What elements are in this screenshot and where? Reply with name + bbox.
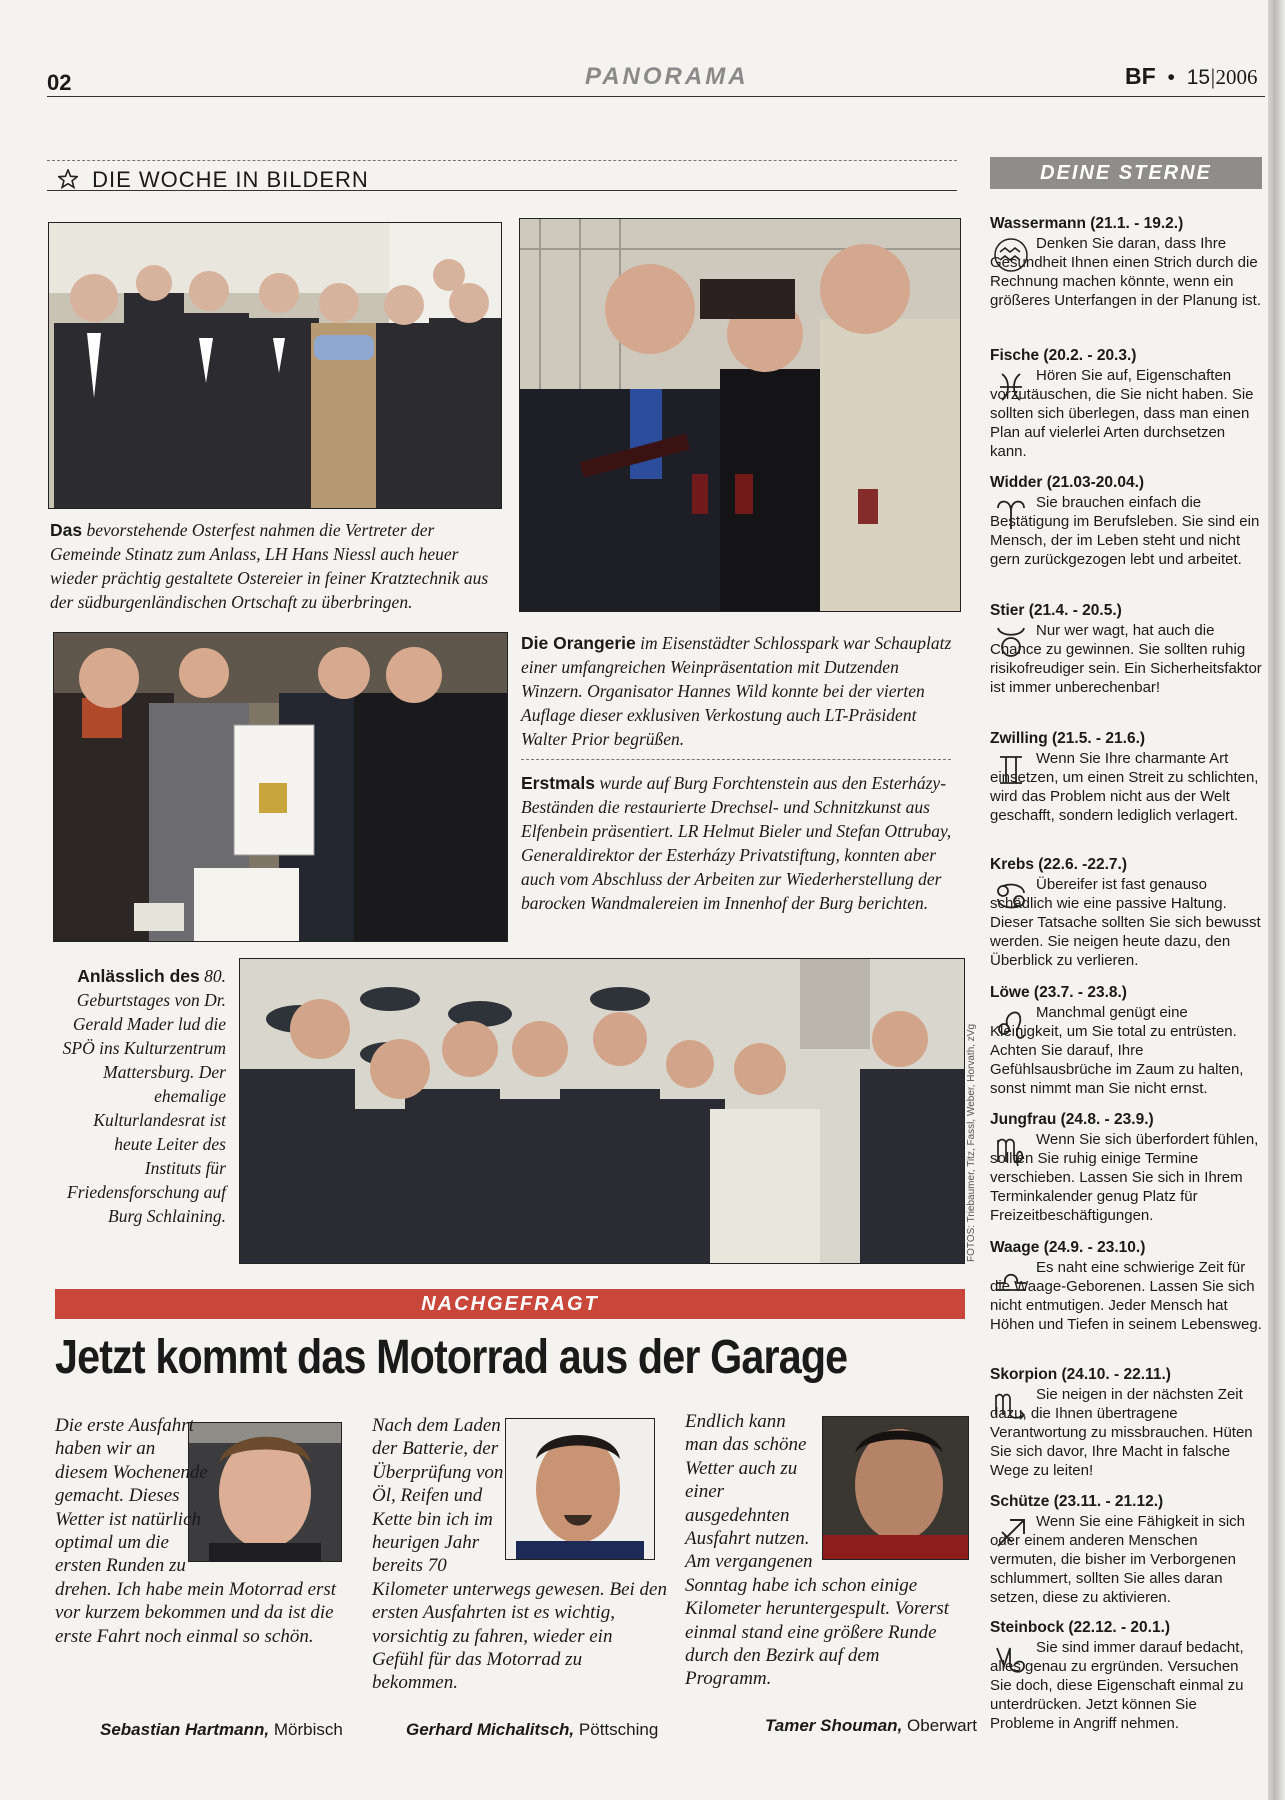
libra-icon: [992, 1260, 1030, 1298]
sign-aries: [990, 473, 1262, 569]
sign-libra: [990, 1238, 1262, 1334]
sign-text: Übereifer ist fast genauso schädlich wie eine passive Haltung. Dieser Tatsache sollten Sie sich bewusst werden. Sie neigen heute dazu, den Überblick zu verlieren.: [990, 876, 1261, 969]
sign-text: Sie brauchen einfach die Bestätigung im Berufsleben. Sie sind ein Mensch, der im Leben steht und nicht gern zurückgezogen lebt und arbeitet.: [990, 494, 1260, 568]
caption-mader-text: 80. Geburtstages von Dr. Gerald Mader lud die SPÖ ins Kulturzentrum Mattersburg. Der ehemalige Kulturlandesrat ist heute Leiter des Instituts für Friedensforschung auf Burg Schlaining.: [62, 966, 226, 1226]
photo-credit: [966, 1248, 977, 1262]
sign-name: Schütze (23.11. - 21.12.): [990, 1493, 1164, 1510]
voice-place: Oberwart: [907, 1716, 977, 1735]
sign-text: Nur wer wagt, hat auch die Chance zu gewinnen. Sie sollten ruhig risikofreudiger sein. Ein Sicherheitsfaktor ist immer unberechenbar!: [990, 622, 1262, 696]
voice-name: Gerhard Michalitsch,: [406, 1720, 575, 1739]
caption-easter-lead: Das: [50, 520, 83, 540]
issue-year: 2006: [1215, 65, 1258, 89]
capricorn-icon: [992, 1640, 1030, 1678]
sign-gemini: [990, 729, 1262, 825]
sign-name: Steinbock (22.12. - 20.1.): [990, 1619, 1171, 1636]
week-top-dash: [47, 160, 957, 161]
sign-text: Denken Sie daran, dass Ihre Gesundheit Ihnen einen Strich durch die Rechnung machen könnte, wenn ein größeres Unterfangen in der Planung ist.: [990, 235, 1261, 309]
sign-sagittarius: [990, 1492, 1262, 1607]
sign-name: Zwilling (21.5. - 21.6.): [990, 730, 1146, 747]
voice-name: Tamer Shouman,: [765, 1716, 903, 1735]
star-outline-icon: [58, 169, 78, 189]
sign-text: Wenn Sie eine Fähigkeit in sich oder einem anderen Menschen vermuten, die bisher im Verborgenen schlummert, sollten Sie alles daran setzen, diese zu aktivieren.: [990, 1513, 1246, 1606]
page-edge: [1268, 0, 1285, 1800]
aquarius-icon: [992, 236, 1030, 274]
leo-icon: [992, 1005, 1030, 1043]
sign-taurus: [990, 601, 1262, 697]
voice-text-michalitsch: [372, 1414, 667, 1695]
sign-name: Wassermann (21.1. - 19.2.): [990, 215, 1184, 232]
sagittarius-icon: [992, 1514, 1030, 1552]
voice-quote: Nach dem Laden der Batterie, der Überprüfung von Öl, Reifen und Kette bin ich im heurigen Jahr bereits 70 Kilometer unterwegs gewesen. Bei den ersten Ausfahrten ist es wichtig, vorsichtig zu fahren, wieder ein Gefühl für das Motorrad zu bekommen.: [372, 1415, 667, 1694]
sign-text: Manchmal genügt eine Kleinigkeit, um Sie total zu entrüsten. Achten Sie darauf, Ihre Gefühlsausbrüche im Zaum zu halten, sonst nimmt man Sie nicht ernst.: [990, 1004, 1244, 1097]
sign-scorpio: [990, 1365, 1262, 1480]
caption-mader-lead: Anlässlich des: [77, 966, 200, 986]
sign-name: Fische (20.2. - 20.3.): [990, 347, 1137, 364]
horoscope-title: DEINE STERNE: [990, 157, 1262, 189]
section-title: PANORAMA: [585, 63, 749, 90]
issue-number: 15: [1186, 66, 1211, 89]
sign-text: Hören Sie auf, Eigenschaften vorzutäuschen, die Sie nicht haben. Sie sollten sich überlegen, dass man einen Plan auf vielerlei Arten durchsetzen kann.: [990, 367, 1254, 460]
voice-place: Pöttsching: [578, 1720, 659, 1739]
sign-text: Wenn Sie Ihre charmante Art einsetzen, um einen Streit zu schlichten, wird das Problem nicht aus der Welt geschafft, sondern lediglich verlagert.: [990, 750, 1259, 824]
voice-text-hartmann: [55, 1414, 355, 1648]
nachgefragt-label: NACHGEFRAGT: [55, 1289, 965, 1319]
sign-text: Wenn Sie sich überfordert fühlen, sollten Sie ruhig einige Termine verschieben. Lassen Sie sich in Ihrem Terminkalender genug Platz für Freizeitbeschäftigungen.: [990, 1131, 1259, 1224]
issue-separator: •: [1167, 66, 1175, 89]
week-rule: [47, 190, 957, 191]
header-rule: [47, 96, 1265, 97]
virgo-icon: [992, 1132, 1030, 1170]
sign-name: Löwe (23.7. - 23.8.): [990, 984, 1127, 1001]
nachgefragt-headline: Jetzt kommt das Motorrad aus der Garage: [55, 1331, 848, 1384]
sign-name: Widder (21.03-20.04.): [990, 474, 1145, 491]
sign-cancer: [990, 855, 1262, 970]
sign-name: Waage (24.9. - 23.10.): [990, 1239, 1146, 1256]
sign-text: Es naht eine schwierige Zeit für die Waage-Geborenen. Lassen Sie sich nicht entmutigen. Jeder Mensch hat Höhen und Tiefen in seinem Lebensweg.: [990, 1259, 1262, 1333]
photo-wine-presentation: [519, 218, 961, 612]
caption-easter: [50, 518, 505, 614]
pisces-icon: [992, 368, 1030, 406]
caption-orangerie: [521, 631, 961, 751]
issue-info: BF • 15|2006: [1125, 63, 1258, 89]
sign-text: Sie neigen in der nächsten Zeit dazu, die Ihnen übertragene Verantwortung zu missbrauchen. Hüten Sie sich davor, Ihre Macht in falsche Wege zu leiten!: [990, 1386, 1253, 1479]
week-title: DIE WOCHE IN BILDERN: [92, 167, 369, 192]
caption-orangerie-lead: Die Orangerie: [521, 633, 636, 653]
caption-divider: [521, 759, 951, 760]
voice-quote: Endlich kann man das schöne Wetter auch zu einer ausgedehnten Ausfahrt nutzen. Am vergangenen Sonntag habe ich schon einige Kilometer heruntergespult. Vorerst einmal stand eine größere Runde durch den Bezirk auf dem Programm.: [685, 1411, 950, 1690]
issue-brand: BF: [1125, 63, 1156, 89]
cancer-icon: [992, 877, 1030, 915]
caption-orangerie-text: im Eisenstädter Schlosspark war Schauplatz einer umfangreichen Weinpräsentation mit Dutzenden Winzern. Organisator Hannes Wild konnte bei der vierten Auflage dieser exklusiven Verkostung auch LT-Präsident Walter Prior begrüßen.: [521, 633, 952, 749]
sign-text: Sie sind immer darauf bedacht, alles genau zu ergründen. Versuchen Sie doch, diese Eigenschaft einmal zu unterdrücken. Jetzt können Sie Probleme in Angriff nehmen.: [990, 1639, 1244, 1732]
caption-erstmals: [521, 771, 961, 915]
caption-easter-text: bevorstehende Osterfest nahmen die Vertreter der Gemeinde Stinatz zum Anlass, LH Hans Niessl auch heuer wieder prächtig gestaltete Ostereier in feiner Kratztechnik aus der südburgenländischen Ortschaft zu überbringen.: [50, 520, 489, 612]
sign-leo: [990, 983, 1262, 1098]
sign-name: Krebs (22.6. -22.7.): [990, 856, 1127, 873]
voice-name-michalitsch: [406, 1720, 658, 1740]
voice-name: Sebastian Hartmann,: [100, 1720, 270, 1739]
scorpio-icon: [992, 1387, 1030, 1425]
sign-pisces: [990, 346, 1262, 461]
voice-name-hartmann: [100, 1720, 343, 1740]
voice-place: Mörbisch: [273, 1720, 343, 1739]
sign-capricorn: [990, 1618, 1262, 1733]
sign-aquarius: [990, 214, 1262, 310]
sign-name: Skorpion (24.10. - 22.11.): [990, 1366, 1171, 1383]
gemini-icon: [992, 751, 1030, 789]
sign-virgo: [990, 1110, 1262, 1225]
voice-text-shouman: [685, 1410, 970, 1691]
sign-name: Jungfrau (24.8. - 23.9.): [990, 1111, 1154, 1128]
photo-mader-birthday: [239, 958, 965, 1264]
voice-quote: Die erste Ausfahrt haben wir an diesem Wochenende gemacht. Dieses Wetter ist natürlich optimal um die ersten Runden zu drehen. Ich habe mein Motorrad erst vor kurzem bekommen und da ist die erste Fahrt noch einmal so schön.: [55, 1415, 337, 1647]
caption-erstmals-lead: Erstmals: [521, 773, 595, 793]
caption-erstmals-text: wurde auf Burg Forchtenstein aus den Esterházy-Beständen die restaurierte Drechsel- und Schnitzkunst aus Elfenbein präsentiert. LR Helmut Bieler und Stefan Ottrubay, Generaldirektor der Esterházy Privatstiftung, konnten aber auch vom Abschluss der Arbeiten zur Wiederherstellung der barocken Wandmalereien im Innenhof der Burg berichten.: [521, 773, 952, 913]
taurus-icon: [992, 623, 1030, 661]
caption-mader: [62, 964, 226, 1228]
photo-ivory-art: [53, 632, 508, 942]
sign-name: Stier (21.4. - 20.5.): [990, 602, 1122, 619]
photo-easter-eggs: [48, 222, 502, 509]
aries-icon: [992, 495, 1030, 533]
voice-name-shouman: [765, 1716, 977, 1736]
page-number: 02: [47, 70, 72, 95]
